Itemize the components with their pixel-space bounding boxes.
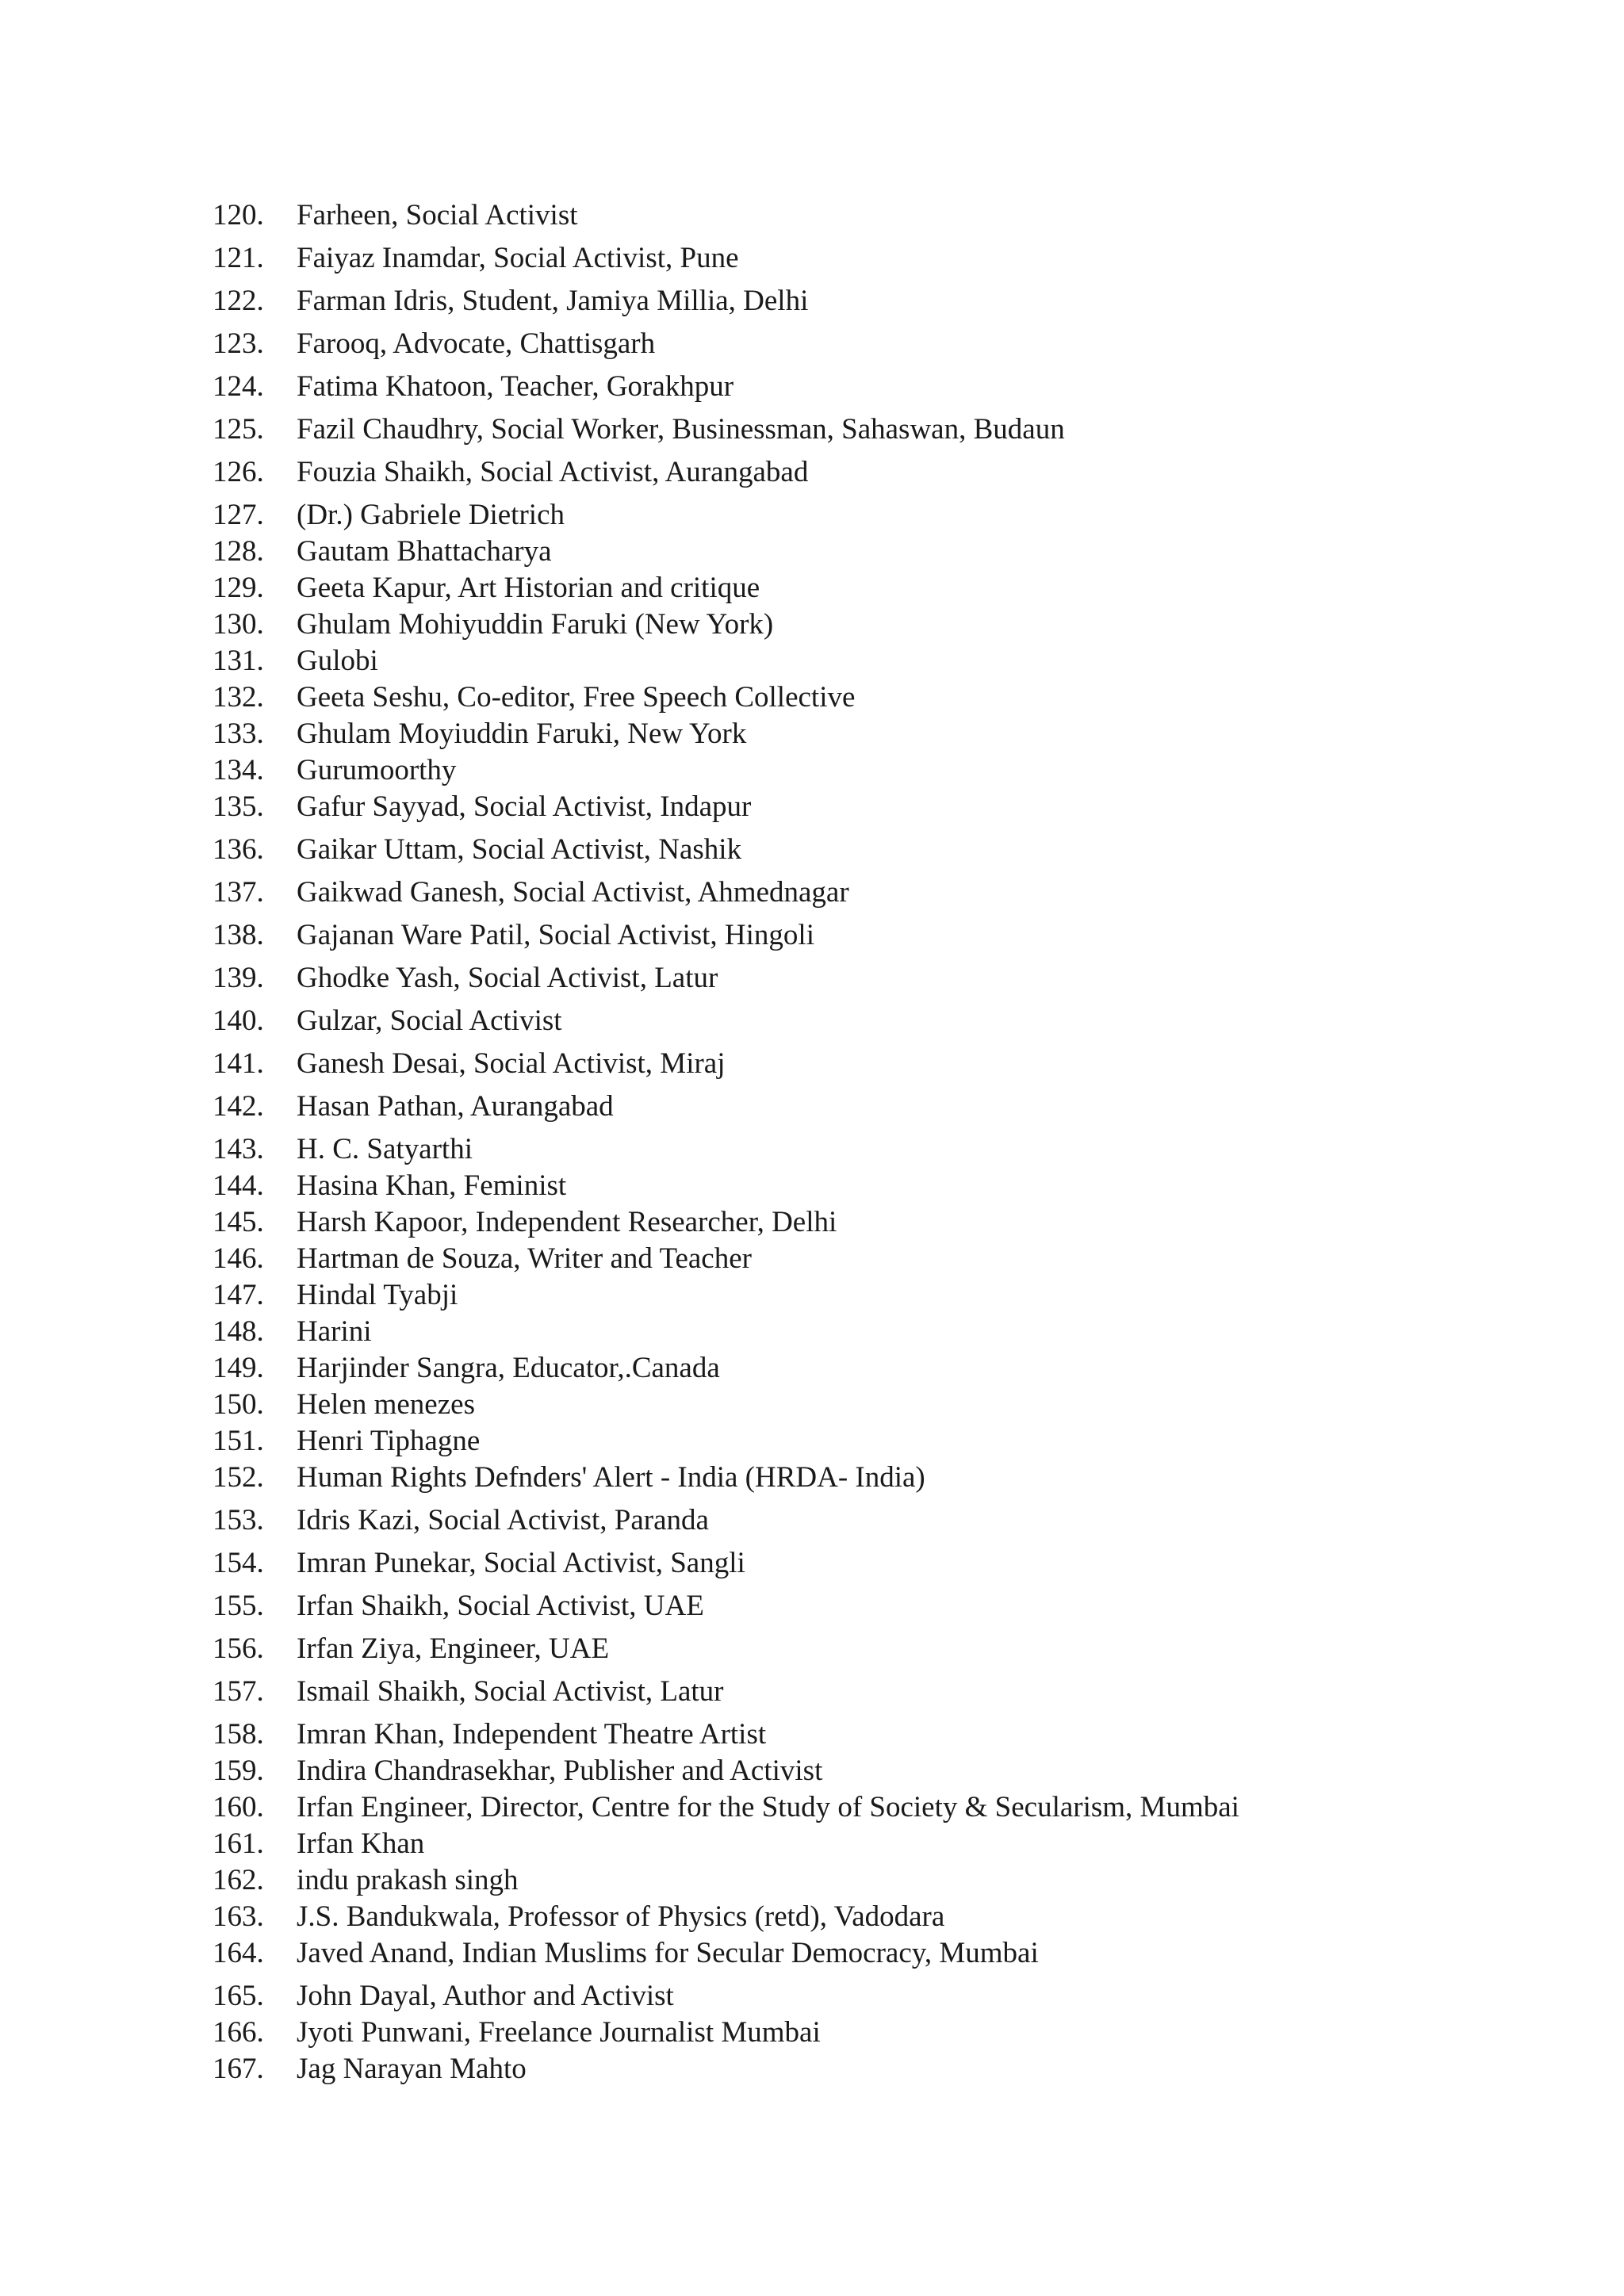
item-number: 131. — [213, 645, 264, 677]
item-text: Irfan Khan — [297, 1827, 425, 1860]
list-item — [0, 872, 1624, 913]
item-number: 127. — [213, 499, 264, 531]
item-number: 147. — [213, 1279, 264, 1311]
item-number: 150. — [213, 1388, 264, 1421]
item-text: Gurumoorthy — [297, 754, 457, 786]
item-number: 134. — [213, 754, 264, 786]
item-number: 142. — [213, 1090, 264, 1123]
item-number: 161. — [213, 1827, 264, 1860]
list-item — [0, 1860, 1624, 1901]
item-text: Ghulam Mohiyuddin Faruki (New York) — [297, 608, 774, 641]
item-text: Gulobi — [297, 645, 378, 677]
item-text: Indira Chandrasekhar, Publisher and Activist — [297, 1755, 823, 1787]
item-text: Gafur Sayyad, Social Activist, Indapur — [297, 790, 752, 823]
list-item — [0, 1628, 1624, 1670]
list-item — [0, 1348, 1624, 1389]
item-text: Fouzia Shaikh, Social Activist, Aurangabad — [297, 456, 809, 488]
item-number: 154. — [213, 1547, 264, 1579]
item-number: 157. — [213, 1675, 264, 1708]
list-item — [0, 750, 1624, 791]
item-number: 140. — [213, 1004, 264, 1037]
list-item — [0, 1586, 1624, 1627]
list-item — [0, 641, 1624, 682]
item-number: 152. — [213, 1461, 264, 1494]
list-item — [0, 1311, 1624, 1353]
item-number: 137. — [213, 876, 264, 909]
item-number: 128. — [213, 535, 264, 568]
item-number: 165. — [213, 1980, 264, 2012]
list-item — [0, 2012, 1624, 2053]
item-text: John Dayal, Author and Activist — [297, 1980, 674, 2012]
list-item — [0, 1457, 1624, 1498]
item-number: 123. — [213, 327, 264, 360]
item-number: 125. — [213, 413, 264, 446]
list-item — [0, 1671, 1624, 1712]
item-text: Javed Anand, Indian Muslims for Secular Democracy, Mumbai — [297, 1937, 1039, 1969]
list-item — [0, 366, 1624, 408]
item-number: 120. — [213, 199, 264, 232]
list-item — [0, 1933, 1624, 1974]
item-text: Irfan Engineer, Director, Centre for the Study of Society & Secularism, Mumbai — [297, 1791, 1239, 1823]
list-item — [0, 1202, 1624, 1243]
list-item — [0, 531, 1624, 572]
item-number: 139. — [213, 962, 264, 994]
item-text: Idris Kazi, Social Activist, Paranda — [297, 1504, 709, 1536]
item-number: 151. — [213, 1425, 264, 1457]
item-number: 166. — [213, 2016, 264, 2049]
item-number: 159. — [213, 1755, 264, 1787]
item-text: Faiyaz Inamdar, Social Activist, Pune — [297, 242, 739, 274]
list-item — [0, 323, 1624, 365]
item-number: 163. — [213, 1900, 264, 1933]
item-number: 141. — [213, 1047, 264, 1080]
list-item — [0, 1543, 1624, 1584]
item-text: H. C. Satyarthi — [297, 1133, 473, 1165]
item-text: Farman Idris, Student, Jamiya Millia, Delhi — [297, 285, 809, 317]
list-item — [0, 1787, 1624, 1828]
item-number: 124. — [213, 370, 264, 403]
item-number: 122. — [213, 285, 264, 317]
item-text: Hasina Khan, Feminist — [297, 1169, 567, 1202]
item-number: 126. — [213, 456, 264, 488]
list-item — [0, 1238, 1624, 1280]
list-item — [0, 1001, 1624, 1042]
list-item — [0, 238, 1624, 279]
item-text: Hartman de Souza, Writer and Teacher — [297, 1242, 752, 1275]
list-item — [0, 1421, 1624, 1462]
list-item — [0, 452, 1624, 493]
item-text: Gulzar, Social Activist — [297, 1004, 562, 1037]
item-text: Ghodke Yash, Social Activist, Latur — [297, 962, 718, 994]
list-item — [0, 409, 1624, 450]
item-number: 149. — [213, 1352, 264, 1384]
item-number: 130. — [213, 608, 264, 641]
item-text: Jag Narayan Mahto — [297, 2053, 527, 2085]
list-item — [0, 1976, 1624, 2017]
item-text: Imran Punekar, Social Activist, Sangli — [297, 1547, 745, 1579]
item-number: 145. — [213, 1206, 264, 1238]
item-text: Gaikwad Ganesh, Social Activist, Ahmednagar — [297, 876, 849, 909]
item-text: Farooq, Advocate, Chattisgarh — [297, 327, 656, 360]
item-text: Irfan Ziya, Engineer, UAE — [297, 1632, 610, 1665]
item-text: Hindal Tyabji — [297, 1279, 458, 1311]
item-number: 144. — [213, 1169, 264, 1202]
item-text: Ganesh Desai, Social Activist, Miraj — [297, 1047, 726, 1080]
item-text: Geeta Seshu, Co-editor, Free Speech Collective — [297, 681, 856, 714]
item-text: Geeta Kapur, Art Historian and critique — [297, 572, 760, 604]
item-text: J.S. Bandukwala, Professor of Physics (retd), Vadodara — [297, 1900, 945, 1933]
list-item — [0, 1384, 1624, 1425]
item-number: 143. — [213, 1133, 264, 1165]
item-number: 162. — [213, 1864, 264, 1896]
item-number: 148. — [213, 1315, 264, 1348]
list-item — [0, 1043, 1624, 1085]
list-item — [0, 786, 1624, 828]
list-item — [0, 1086, 1624, 1127]
item-number: 135. — [213, 790, 264, 823]
list-item — [0, 281, 1624, 322]
item-number: 121. — [213, 242, 264, 274]
item-text: Henri Tiphagne — [297, 1425, 481, 1457]
item-text: Irfan Shaikh, Social Activist, UAE — [297, 1590, 704, 1622]
item-number: 153. — [213, 1504, 264, 1536]
item-text: Ismail Shaikh, Social Activist, Latur — [297, 1675, 724, 1708]
item-text: Imran Khan, Independent Theatre Artist — [297, 1718, 767, 1751]
item-number: 156. — [213, 1632, 264, 1665]
list-item — [0, 1500, 1624, 1541]
item-number: 136. — [213, 833, 264, 866]
item-text: Harini — [297, 1315, 372, 1348]
item-number: 158. — [213, 1718, 264, 1751]
item-text: (Dr.) Gabriele Dietrich — [297, 499, 565, 531]
item-text: Ghulam Moyiuddin Faruki, New York — [297, 718, 747, 750]
item-text: Gautam Bhattacharya — [297, 535, 552, 568]
item-text: Helen menezes — [297, 1388, 475, 1421]
list-item — [0, 2049, 1624, 2090]
list-item — [0, 677, 1624, 718]
item-number: 164. — [213, 1937, 264, 1969]
list-item — [0, 1751, 1624, 1792]
list-item — [0, 1129, 1624, 1170]
item-text: Gaikar Uttam, Social Activist, Nashik — [297, 833, 742, 866]
item-text: Harjinder Sangra, Educator,.Canada — [297, 1352, 720, 1384]
list-item — [0, 604, 1624, 645]
item-text: Jyoti Punwani, Freelance Journalist Mumbai — [297, 2016, 821, 2049]
item-text: Human Rights Defnders' Alert - India (HRDA- India) — [297, 1461, 925, 1494]
list-item — [0, 915, 1624, 956]
item-text: Hasan Pathan, Aurangabad — [297, 1090, 614, 1123]
item-number: 138. — [213, 919, 264, 951]
item-text: Harsh Kapoor, Independent Researcher, Delhi — [297, 1206, 837, 1238]
list-item — [0, 568, 1624, 609]
item-number: 146. — [213, 1242, 264, 1275]
list-item — [0, 495, 1624, 536]
item-number: 129. — [213, 572, 264, 604]
item-text: Fazil Chaudhry, Social Worker, Businessman, Sahaswan, Budaun — [297, 413, 1065, 446]
list-item — [0, 714, 1624, 755]
item-number: 167. — [213, 2053, 264, 2085]
list-item — [0, 958, 1624, 999]
list-item — [0, 195, 1624, 236]
list-item — [0, 1275, 1624, 1316]
item-text: indu prakash singh — [297, 1864, 519, 1896]
item-text: Farheen, Social Activist — [297, 199, 578, 232]
list-item — [0, 829, 1624, 871]
item-text: Gajanan Ware Patil, Social Activist, Hingoli — [297, 919, 814, 951]
item-number: 160. — [213, 1791, 264, 1823]
item-number: 155. — [213, 1590, 264, 1622]
list-item — [0, 1165, 1624, 1207]
item-text: Fatima Khatoon, Teacher, Gorakhpur — [297, 370, 734, 403]
item-number: 133. — [213, 718, 264, 750]
item-number: 132. — [213, 681, 264, 714]
list-item — [0, 1823, 1624, 1865]
list-item — [0, 1896, 1624, 1938]
list-item — [0, 1714, 1624, 1755]
